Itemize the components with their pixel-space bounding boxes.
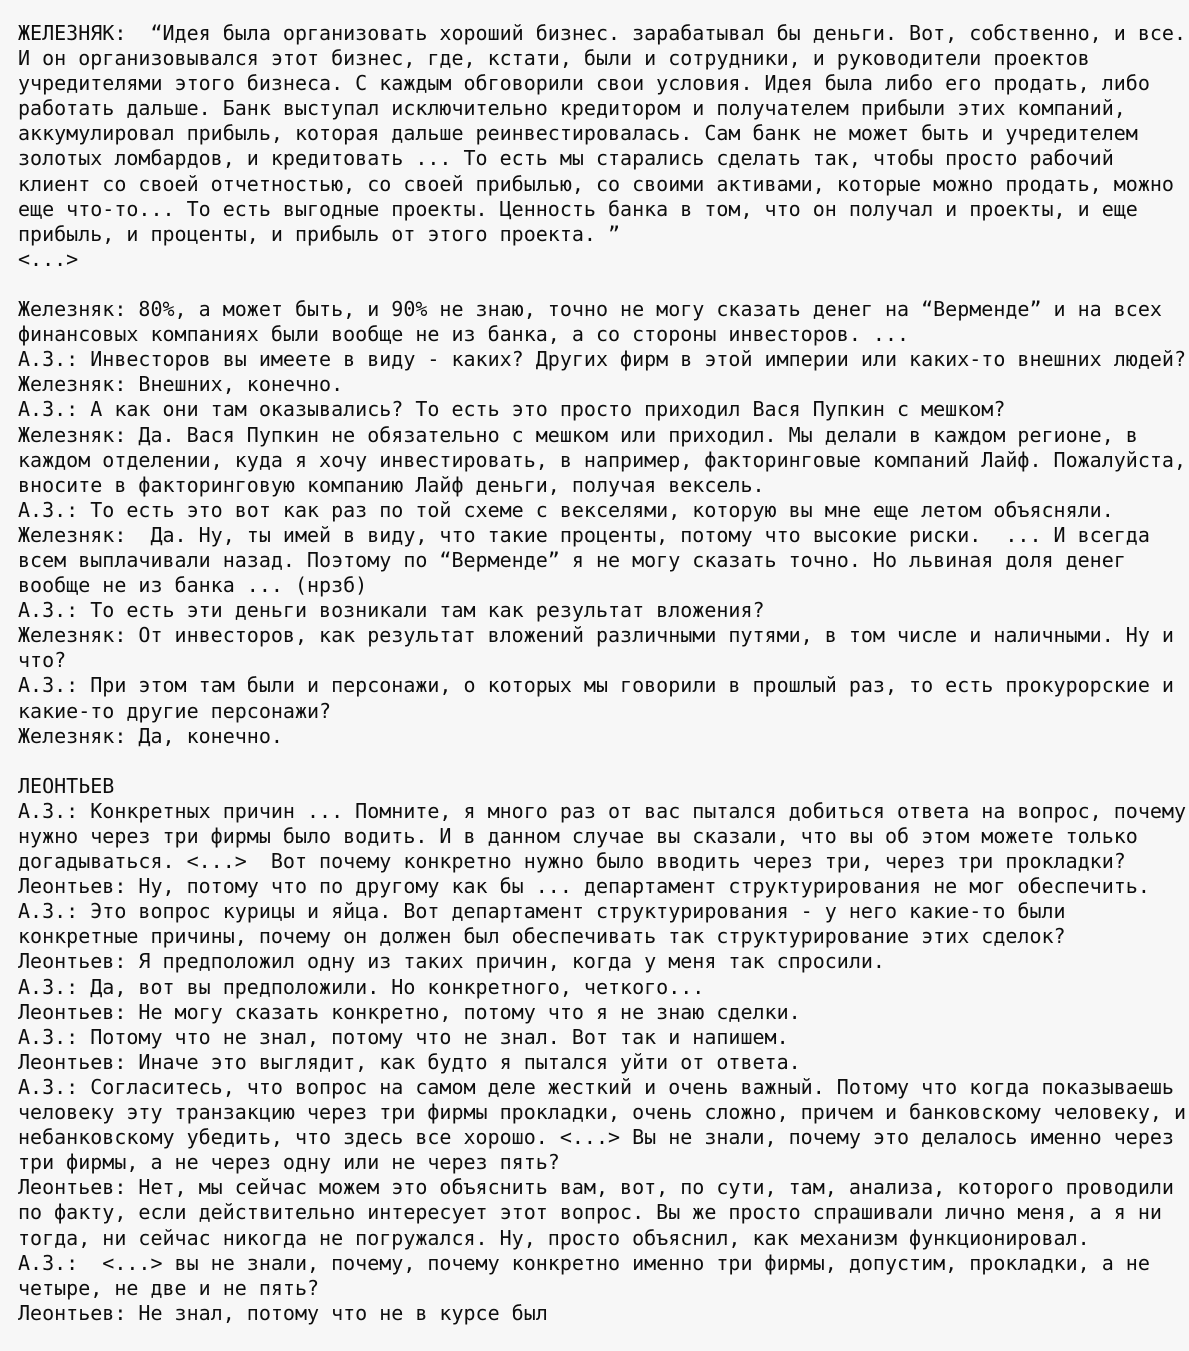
transcript-line: Железняк: Да. Вася Пупкин не обязательно с мешком или приходил. Мы делали в каждом регионе, в	[18, 422, 1138, 447]
transcript-line: А.З.: При этом там были и персонажи, о которых мы говорили в прошлый раз, то есть прокурорские и	[18, 673, 1174, 698]
transcript-line: три фирмы, а не через одну или не через пять?	[18, 1150, 560, 1175]
transcript-line: еще что-то... То есть выгодные проекты. Ценность банка в том, что он получал и проекты, и еще	[18, 196, 1138, 221]
transcript-line: А.З.: Согласитесь, что вопрос на самом деле жесткий и очень важный. Потому что когда показываешь	[18, 1074, 1174, 1099]
transcript-line: финансовых компаниях были вообще не из банка, а со стороны инвесторов. ...	[18, 322, 910, 347]
transcript-line: А.З.: <...> вы не знали, почему, почему конкретно именно три фирмы, допустим, прокладки, а не	[18, 1250, 1150, 1275]
transcript-line: всем выплачивали назад. Поэтому по “Верменде” я не могу сказать точно. Но львиная доля денег	[18, 547, 1126, 572]
transcript-line: аккумулировал прибыль, которая дальше реинвестировалась. Сам банк не может быть и учредителем	[18, 121, 1138, 146]
transcript-line: тогда, ни сейчас никогда не погружался. Ну, просто объяснил, как механизм функционировал.	[18, 1225, 1090, 1250]
transcript-line: ЛЕОНТЬЕВ	[18, 773, 115, 798]
transcript-line: Леонтьев: Не могу сказать конкретно, потому что я не знаю сделки.	[18, 999, 801, 1024]
transcript-line: человеку эту транзакцию через три фирмы прокладки, очень сложно, причем и банковскому человеку, и	[18, 1100, 1186, 1125]
transcript-line: вносите в факторинговую компанию Лайф деньги, получая вексель.	[18, 472, 765, 497]
transcript-line: <...>	[18, 246, 79, 271]
transcript-line: вообще не из банка ... (нрзб)	[18, 573, 368, 598]
transcript-line: по факту, если действительно интересует этот вопрос. Вы же просто спрашивали лично меня, а я ни	[18, 1200, 1162, 1225]
transcript-line: А.З.: А как они там оказывались? То есть это просто приходил Вася Пупкин с мешком?	[18, 397, 1006, 422]
transcript-line: Леонтьев: Нет, мы сейчас можем это объяснить вам, вот, по сути, там, анализа, которого проводили	[18, 1175, 1174, 1200]
transcript-line: учредителями этого бизнеса. С каждым обговорили свои условия. Идея была либо его продать, либо	[18, 71, 1150, 96]
transcript-line: золотых ломбардов, и кредитовать ... То есть мы старались сделать так, чтобы просто рабочий	[18, 146, 1114, 171]
blank-line	[18, 272, 1184, 297]
transcript-line: А.З.: Да, вот вы предположили. Но конкретного, четкого...	[18, 974, 705, 999]
transcript-line: Леонтьев: Не знал, потому что не в курсе был	[18, 1300, 548, 1325]
transcript-line: ЖЕЛЕЗНЯК: “Идея была организовать хороший бизнес. зарабатывал бы деньги. Вот, собственно, и все.	[18, 21, 1186, 45]
transcript-line: клиент со своей отчетностью, со своей прибылью, со своими активами, которые можно продать, можно	[18, 171, 1174, 196]
transcript-line: А.З.: Потому что не знал, потому что не знал. Вот так и напишем.	[18, 1024, 789, 1049]
transcript-line: каждом отделении, куда я хочу инвестировать, в например, факторинговые компаний Лайф. Пожалуйста,	[18, 447, 1186, 472]
transcript-line: Железняк: Да. Ну, ты имей в виду, что такие проценты, потому что высокие риски. ... И всегда	[18, 522, 1150, 547]
transcript-body	[18, 21, 1184, 1326]
transcript-line: четыре, не две и не пять?	[18, 1275, 320, 1300]
transcript-line: конкретные причины, почему он должен был обеспечивать так структурирование этих сделок?	[18, 924, 1066, 949]
transcript-line: А.З.: Инвесторов вы имеете в виду - каких? Других фирм в этой империи или каких-то внешних людей?	[18, 347, 1186, 372]
transcript-line: А.З.: Конкретных причин ... Помните, я много раз от вас пытался добиться ответа на вопрос, почему	[18, 798, 1186, 823]
transcript-line: Железняк: 80%, а может быть, и 90% не знаю, точно не могу сказать денег на “Верменде” и на всех	[18, 297, 1162, 322]
transcript-line: А.З.: То есть эти деньги возникали там как результат вложения?	[18, 598, 765, 623]
transcript-line: догадываться. <...> Вот почему конкретно нужно было вводить через три, через три прокладки?	[18, 849, 1126, 874]
transcript-line: нужно через три фирмы было водить. И в данном случае вы сказали, что вы об этом можете только	[18, 824, 1138, 848]
transcript-line: Железняк: Внешних, конечно.	[18, 372, 344, 397]
transcript-line: Железняк: От инвесторов, как результат вложений различными путями, в том числе и наличными. Ну и	[18, 623, 1174, 648]
transcript-line: прибыль, и проценты, и прибыль от этого проекта. ”	[18, 221, 621, 246]
transcript-line: какие-то другие персонажи?	[18, 698, 332, 723]
transcript-line: Леонтьев: Иначе это выглядит, как будто я пытался уйти от ответа.	[18, 1049, 801, 1074]
transcript-line: Леонтьев: Ну, потому что по другому как бы ... департамент структурирования не мог обеспечить.	[18, 874, 1150, 899]
transcript-line: работать дальше. Банк выступал исключительно кредитором и получателем прибыли этих компаний,	[18, 96, 1126, 121]
transcript-line: Железняк: Да, конечно.	[18, 723, 283, 748]
transcript-line: небанковскому убедить, что здесь все хорошо. <...> Вы не знали, почему это делалось именно через	[18, 1125, 1174, 1150]
transcript-line: А.З.: То есть это вот как раз по той схеме с векселями, которую вы мне еще летом объясняли.	[18, 497, 1114, 522]
blank-line	[18, 749, 1184, 774]
transcript-line: И он организовывался этот бизнес, где, кстати, были и сотрудники, и руководители проектов	[18, 46, 1090, 71]
transcript-line: А.З.: Это вопрос курицы и яйца. Вот департамент структурирования - у него какие-то были	[18, 899, 1066, 924]
transcript-line: Леонтьев: Я предположил одну из таких причин, когда у меня так спросили.	[18, 949, 885, 974]
transcript-line: что?	[18, 648, 67, 673]
